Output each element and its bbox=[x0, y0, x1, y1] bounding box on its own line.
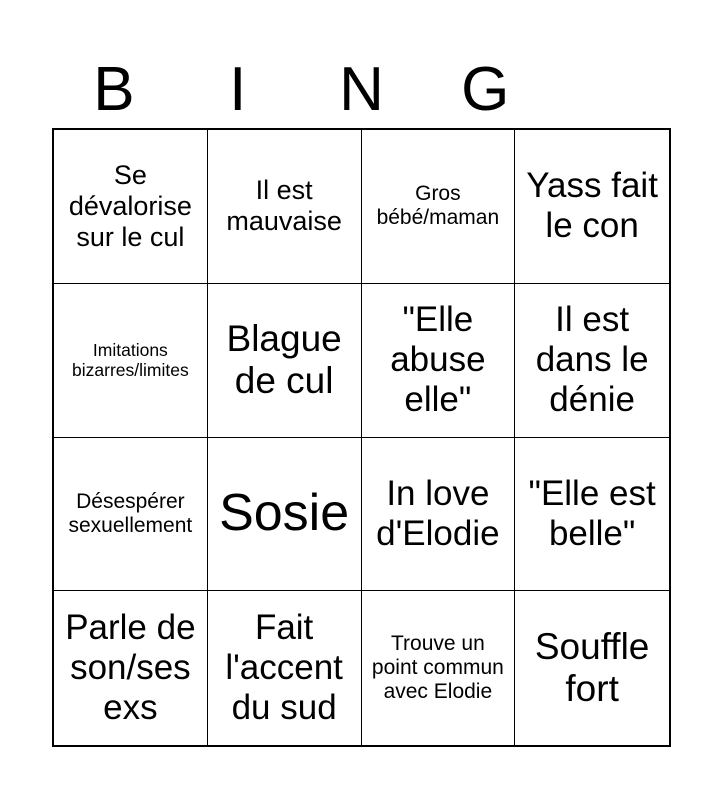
bingo-cell[interactable] bbox=[54, 438, 208, 592]
bingo-header bbox=[52, 52, 671, 128]
cell-label: Fait l'accent du sud bbox=[225, 607, 343, 728]
bingo-cell[interactable] bbox=[54, 284, 208, 438]
cell-label: Blague de cul bbox=[226, 317, 342, 402]
cell-label: Désespérer sexuellement bbox=[68, 489, 193, 537]
header-letter-i: I bbox=[229, 55, 247, 124]
cell-label: Gros bébé/maman bbox=[376, 182, 500, 230]
cell-label: Sosie bbox=[219, 483, 350, 542]
cell-label: "Elle abuse elle" bbox=[390, 299, 486, 420]
bingo-cell[interactable] bbox=[362, 438, 516, 592]
header-letter-b: B bbox=[93, 55, 135, 124]
bingo-cell[interactable] bbox=[54, 591, 208, 745]
cell-label: Parle de son/ses exs bbox=[65, 607, 196, 728]
header-letter-g: G bbox=[461, 55, 510, 124]
cell-label: Il est dans le dénie bbox=[535, 299, 649, 420]
bingo-cell[interactable] bbox=[515, 130, 669, 284]
bingo-cell[interactable] bbox=[515, 591, 669, 745]
bingo-cell[interactable] bbox=[515, 284, 669, 438]
cell-label: Souffle fort bbox=[534, 625, 650, 710]
cell-label: Il est mauvaise bbox=[226, 175, 342, 237]
bingo-cell[interactable] bbox=[54, 130, 208, 284]
cell-label: Se dévalorise sur le cul bbox=[68, 159, 192, 252]
cell-label: In love d'Elodie bbox=[376, 473, 500, 553]
bingo-cell[interactable] bbox=[208, 284, 362, 438]
bingo-cell[interactable] bbox=[515, 438, 669, 592]
bingo-board bbox=[52, 128, 671, 747]
cell-label: "Elle est belle" bbox=[528, 473, 656, 553]
bingo-cell[interactable] bbox=[362, 284, 516, 438]
bingo-cell[interactable] bbox=[362, 591, 516, 745]
bingo-cell[interactable] bbox=[362, 130, 516, 284]
bingo-cell[interactable] bbox=[208, 130, 362, 284]
bingo-cell[interactable] bbox=[208, 591, 362, 745]
cell-label: Yass fait le con bbox=[526, 166, 658, 246]
cell-label: Imitations bizarres/limites bbox=[72, 340, 189, 381]
header-letter-n: N bbox=[339, 55, 384, 124]
cell-label: Trouve un point commun avec Elodie bbox=[371, 631, 504, 704]
bingo-cell[interactable] bbox=[208, 438, 362, 592]
